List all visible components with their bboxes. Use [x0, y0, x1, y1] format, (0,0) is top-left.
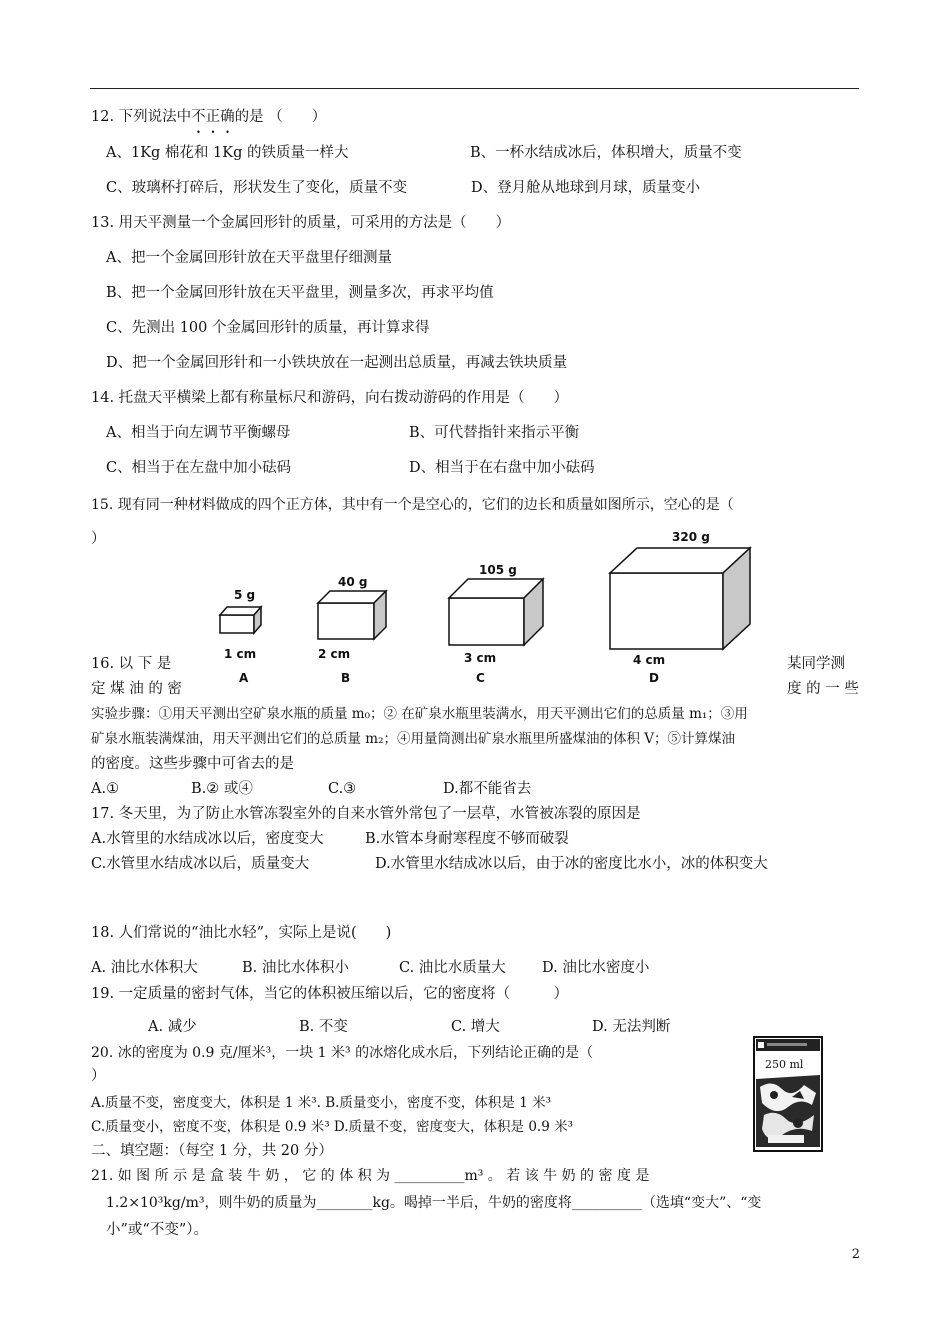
- q21-line-2: 1.2×10³kg/m³，则牛奶的质量为________kg。喝掉一半后，牛奶的密度将__________（选填“变大”、“变: [106, 1195, 762, 1211]
- q13-option-b: B、把一个金属回形针放在天平盘里，测量多次，再求平均值: [106, 285, 494, 301]
- q16-line-5: 的密度。这些步骤中可省去的是: [91, 756, 294, 772]
- q16-line-2a: 定 煤 油 的 密: [91, 681, 182, 697]
- q21-line-1: 21. 如 图 所 示 是 盒 装 牛 奶 ， 它 的 体 积 为 __________m³ 。 若 该 牛 奶 的 密 度 是: [91, 1168, 650, 1184]
- q17-option-c: C.水管里水结成冰以后，质量变大: [91, 856, 310, 872]
- q13-stem: 13. 用天平测量一个金属回形针的质量，可采用的方法是（ ）: [91, 215, 511, 231]
- q12-option-a: A、1Kg 棉花和 1Kg 的铁质量一样大: [106, 145, 349, 161]
- page-number: 2: [851, 1247, 860, 1262]
- cube-b-mass: 40 g: [338, 575, 368, 589]
- q12-option-d: D、登月舱从地球到月球，质量变小: [471, 180, 701, 196]
- q20-stem-end: ）: [91, 1068, 106, 1084]
- q17-option-b: B.水管本身耐寒程度不够而破裂: [365, 831, 569, 847]
- cubes-figure: [200, 528, 780, 688]
- q15-stem: 15. 现有同一种材料做成的四个正方体，其中有一个是空心的，它们的边长和质量如图所示，空心的是（: [91, 497, 734, 513]
- q13-option-d: D、把一个金属回形针和一小铁块放在一起测出总质量，再减去铁块质量: [106, 355, 568, 371]
- q12-emph-3: 确: [220, 109, 235, 125]
- q20-options-cd: C.质量变小，密度不变，体积是 0.9 米³ D.质量不变，密度变大，体积是 0.9 米³: [91, 1119, 573, 1135]
- q12-option-b: B、一杯水结成冰后，体积增大，质量不变: [470, 145, 742, 161]
- q12-stem-a: 12. 下列说法中: [91, 109, 192, 125]
- q17-option-a: A.水管里的水结成冰以后，密度变大: [91, 831, 324, 847]
- q14-option-c: C、相当于在左盘中加小砝码: [106, 460, 292, 476]
- cube-b-letter: B: [341, 671, 351, 685]
- q16-line-4: 矿泉水瓶装满煤油，用天平测出它们的总质量 m₂；④用量筒测出矿泉水瓶里所盛煤油的体积 V；⑤计算煤油: [91, 731, 736, 747]
- q13-option-a: A、把一个金属回形针放在天平盘里仔细测量: [106, 250, 392, 266]
- q15-stem-end: ）: [91, 531, 106, 547]
- milk-carton-image: [752, 1035, 824, 1153]
- cube-d: [610, 548, 750, 649]
- q19-option-d: D. 无法判断: [592, 1019, 671, 1035]
- cube-b: [318, 591, 386, 639]
- q18-option-c: C. 油比水质量大: [399, 960, 506, 976]
- carton-volume-label: 250 ml: [765, 1058, 804, 1071]
- cube-c: [449, 579, 543, 645]
- q16-line-1b: 某同学测: [787, 656, 845, 672]
- q14-option-b: B、可代替指针来指示平衡: [409, 425, 580, 441]
- q12-emph-1: 不: [191, 109, 206, 125]
- q14-option-a: A、相当于向左调节平衡螺母: [106, 425, 291, 441]
- q13-option-c: C、先测出 100 个金属回形针的质量，再计算求得: [106, 320, 430, 336]
- q19-option-c: C. 增大: [451, 1019, 500, 1035]
- cube-a-mass: 5 g: [234, 588, 256, 602]
- cube-a-edge: 1 cm: [224, 647, 257, 661]
- q12-stem-b: 的是 （ ）: [234, 109, 327, 125]
- q16-option-a: A.①: [91, 781, 120, 797]
- q16-option-b: B.② 或④: [191, 781, 253, 797]
- q16-option-d: D.都不能省去: [443, 781, 532, 797]
- q20-options-ab: A.质量不变，密度变大，体积是 1 米³. B.质量变小，密度不变，体积是 1 米³: [91, 1095, 552, 1111]
- q12-emph-2: 正: [205, 109, 221, 125]
- cube-a: [220, 607, 261, 633]
- q16-line-3: 实验步骤：①用天平测出空矿泉水瓶的质量 m₀；② 在矿泉水瓶里装满水，用天平测出它们的总质量 m₁；③用: [91, 706, 748, 722]
- q17-option-d: D.水管里水结成冰以后，由于冰的密度比水小，冰的体积变大: [375, 856, 768, 872]
- cube-a-letter: A: [239, 671, 249, 685]
- cube-d-letter: D: [649, 671, 659, 685]
- cube-d-edge: 4 cm: [633, 653, 666, 667]
- q17-stem: 17. 冬天里，为了防止水管冻裂室外的自来水管外常包了一层草，水管被冻裂的原因是: [91, 806, 641, 822]
- cube-d-mass: 320 g: [672, 530, 710, 544]
- header-rule: [90, 88, 859, 89]
- q18-stem: 18. 人们常说的“油比水轻”，实际上是说( ): [91, 925, 392, 941]
- q16-option-c: C.③: [328, 781, 357, 797]
- cube-c-letter: C: [476, 671, 485, 685]
- q16-line-1a: 16. 以 下 是: [91, 656, 172, 672]
- section-2-heading: 二、填空题：（每空 1 分，共 20 分）: [91, 1143, 333, 1159]
- q18-option-b: B. 油比水体积小: [242, 960, 349, 976]
- q12-stem: [91, 107, 326, 127]
- cube-c-mass: 105 g: [479, 563, 517, 577]
- cube-c-edge: 3 cm: [464, 651, 497, 665]
- q16-line-2b: 度 的 一 些: [787, 681, 859, 697]
- q18-option-d: D. 油比水密度小: [542, 960, 650, 976]
- q12-option-c: C、玻璃杯打碎后，形状发生了变化，质量不变: [106, 180, 408, 196]
- q14-option-d: D、相当于在右盘中加小砝码: [409, 460, 595, 476]
- q21-line-3: 小”或“不变”）。: [106, 1222, 208, 1238]
- q14-stem: 14. 托盘天平横梁上都有称量标尺和游码，向右拨动游码的作用是（ ）: [91, 390, 569, 406]
- cube-b-edge: 2 cm: [318, 647, 351, 661]
- q20-stem: 20. 冰的密度为 0.9 克/厘米³，一块 1 米³ 的冰熔化成水后，下列结论正确的是（: [91, 1045, 594, 1061]
- q19-option-a: A. 减少: [148, 1019, 197, 1035]
- q19-option-b: B. 不变: [299, 1019, 348, 1035]
- q18-option-a: A. 油比水体积大: [91, 960, 198, 976]
- q19-stem: 19. 一定质量的密封气体，当它的体积被压缩以后，它的密度将（ ）: [91, 986, 569, 1002]
